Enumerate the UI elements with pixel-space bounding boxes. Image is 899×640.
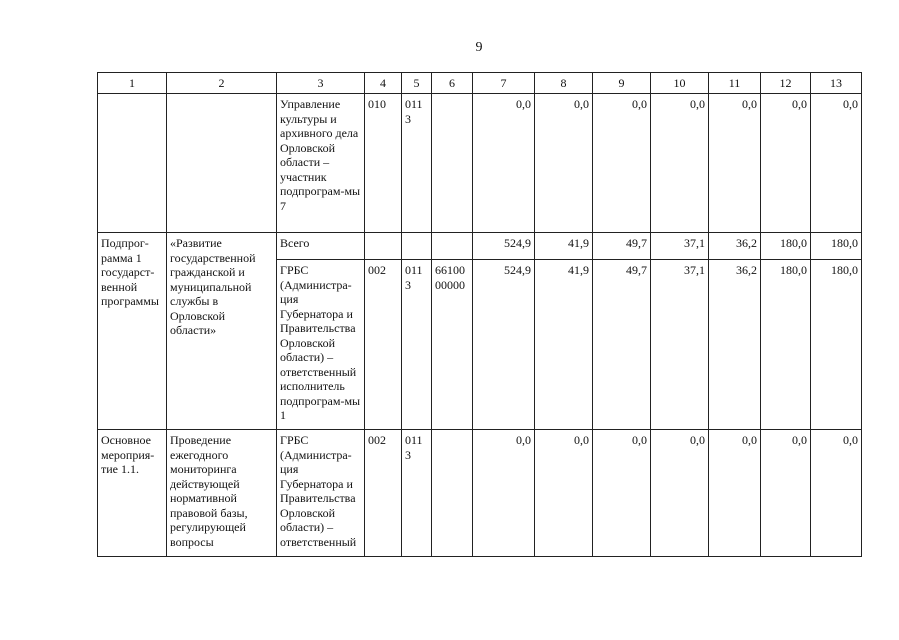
executor-cell: Всего (277, 233, 365, 260)
code-cell: 010 (365, 94, 402, 233)
budget-table (97, 72, 862, 557)
header-cell: 9 (593, 73, 651, 94)
value-cell: 49,7 (593, 260, 651, 430)
code-cell (432, 233, 473, 260)
code-cell (432, 94, 473, 233)
code-cell: 0113 (402, 94, 432, 233)
code-cell: 002 (365, 430, 402, 557)
header-cell: 12 (761, 73, 811, 94)
value-cell: 0,0 (473, 430, 535, 557)
header-cell: 5 (402, 73, 432, 94)
value-cell: 49,7 (593, 233, 651, 260)
header-cell: 6 (432, 73, 473, 94)
code-cell (365, 233, 402, 260)
value-cell: 41,9 (535, 260, 593, 430)
table-row (98, 430, 862, 557)
table-row (98, 233, 862, 260)
code-cell: 0113 (402, 260, 432, 430)
value-cell: 180,0 (761, 260, 811, 430)
value-cell: 0,0 (473, 94, 535, 233)
table-row (98, 94, 862, 233)
value-cell: 524,9 (473, 260, 535, 430)
value-cell: 0,0 (535, 430, 593, 557)
value-cell: 180,0 (811, 260, 862, 430)
header-cell: 2 (167, 73, 277, 94)
value-cell: 36,2 (709, 260, 761, 430)
name-cell: «Развитие государственной гражданской и муниципальной службы в Орловской области» (167, 233, 277, 430)
header-cell: 13 (811, 73, 862, 94)
code-cell (402, 233, 432, 260)
code-cell: 6610000000 (432, 260, 473, 430)
header-cell: 8 (535, 73, 593, 94)
value-cell: 524,9 (473, 233, 535, 260)
value-cell: 0,0 (651, 94, 709, 233)
executor-cell: ГРБС (Администра-ция Губернатора и Правительства Орловской области) – ответственный исполнитель подпрограм-мы 1 (277, 260, 365, 430)
executor-cell: Управление культуры и архивного дела Орловской области – участник подпрограм-мы 7 (277, 94, 365, 233)
table-header-row (98, 73, 862, 94)
name-cell (167, 94, 277, 233)
value-cell: 0,0 (651, 430, 709, 557)
header-cell: 3 (277, 73, 365, 94)
header-cell: 1 (98, 73, 167, 94)
executor-cell: ГРБС (Администра-ция Губернатора и Правительства Орловской области) – ответственный (277, 430, 365, 557)
code-cell (432, 430, 473, 557)
header-cell: 7 (473, 73, 535, 94)
value-cell: 0,0 (535, 94, 593, 233)
page-number: 9 (475, 40, 483, 55)
program-cell (98, 94, 167, 233)
code-cell: 002 (365, 260, 402, 430)
value-cell: 0,0 (709, 430, 761, 557)
value-cell: 37,1 (651, 260, 709, 430)
header-cell: 11 (709, 73, 761, 94)
code-cell: 0113 (402, 430, 432, 557)
value-cell: 41,9 (535, 233, 593, 260)
value-cell: 0,0 (593, 430, 651, 557)
value-cell: 0,0 (761, 430, 811, 557)
value-cell: 180,0 (811, 233, 862, 260)
value-cell: 37,1 (651, 233, 709, 260)
program-cell: Подпрог-рамма 1 государст-венной программы (98, 233, 167, 430)
value-cell: 0,0 (709, 94, 761, 233)
value-cell: 0,0 (761, 94, 811, 233)
name-cell: Проведение ежегодного мониторинга действующей нормативной правовой базы, регулирующей вопросы (167, 430, 277, 557)
value-cell: 0,0 (811, 430, 862, 557)
program-cell: Основное мероприя-тие 1.1. (98, 430, 167, 557)
header-cell: 10 (651, 73, 709, 94)
value-cell: 180,0 (761, 233, 811, 260)
value-cell: 0,0 (811, 94, 862, 233)
value-cell: 36,2 (709, 233, 761, 260)
value-cell: 0,0 (593, 94, 651, 233)
header-cell: 4 (365, 73, 402, 94)
